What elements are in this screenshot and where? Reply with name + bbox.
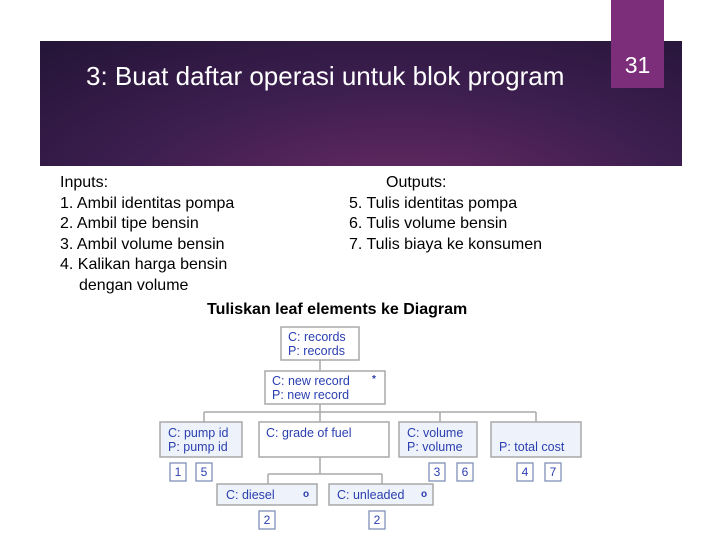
new-record-p-label: P: new record (272, 388, 350, 402)
iteration-mark: * (372, 374, 376, 385)
operation-number: 2 (373, 513, 381, 527)
volume-c-label: C: volume (407, 426, 464, 440)
input-item: 2. Ambil tipe bensin (60, 215, 199, 232)
diesel-label: C: diesel (226, 488, 275, 502)
selection-mark: o (421, 489, 428, 500)
volume-p-label: P: volume (407, 440, 463, 454)
selection-mark: o (303, 489, 310, 500)
unleaded-label: C: unleaded (337, 488, 405, 502)
operation-number: 4 (521, 465, 529, 479)
records-p-label: P: records (288, 344, 345, 358)
operation-number: 5 (200, 465, 208, 479)
operation-number: 1 (174, 465, 182, 479)
output-item: 6. Tulis volume bensin (349, 215, 508, 232)
output-item: 5. Tulis identitas pompa (349, 194, 518, 212)
operation-number: 7 (549, 465, 557, 479)
grade-of-fuel-label: C: grade of fuel (266, 426, 352, 440)
operation-number: 3 (433, 465, 441, 479)
input-item: 3. Ambil volume bensin (60, 235, 225, 253)
new-record-c-label: C: new record (272, 374, 350, 388)
slide-title: 3: Buat daftar operasi untuk blok program (86, 61, 565, 91)
operation-number: 6 (461, 465, 469, 479)
total-cost-p-label: P: total cost (499, 440, 565, 454)
slide-number: 31 (624, 52, 651, 78)
outputs-header: Outputs: (386, 174, 447, 191)
instruction-text: Tuliskan leaf elements ke Diagram (207, 301, 468, 318)
records-c-label: C: records (288, 330, 346, 344)
input-item: 1. Ambil identitas pompa (60, 194, 235, 212)
input-item-continuation: dengan volume (79, 276, 189, 294)
inputs-header: Inputs: (60, 174, 109, 191)
pump-id-p-label: P: pump id (168, 440, 228, 454)
operation-number: 2 (263, 513, 271, 527)
pump-id-c-label: C: pump id (168, 426, 229, 440)
output-item: 7. Tulis biaya ke konsumen (349, 235, 542, 253)
input-item: 4. Kalikan harga bensin (60, 256, 228, 273)
